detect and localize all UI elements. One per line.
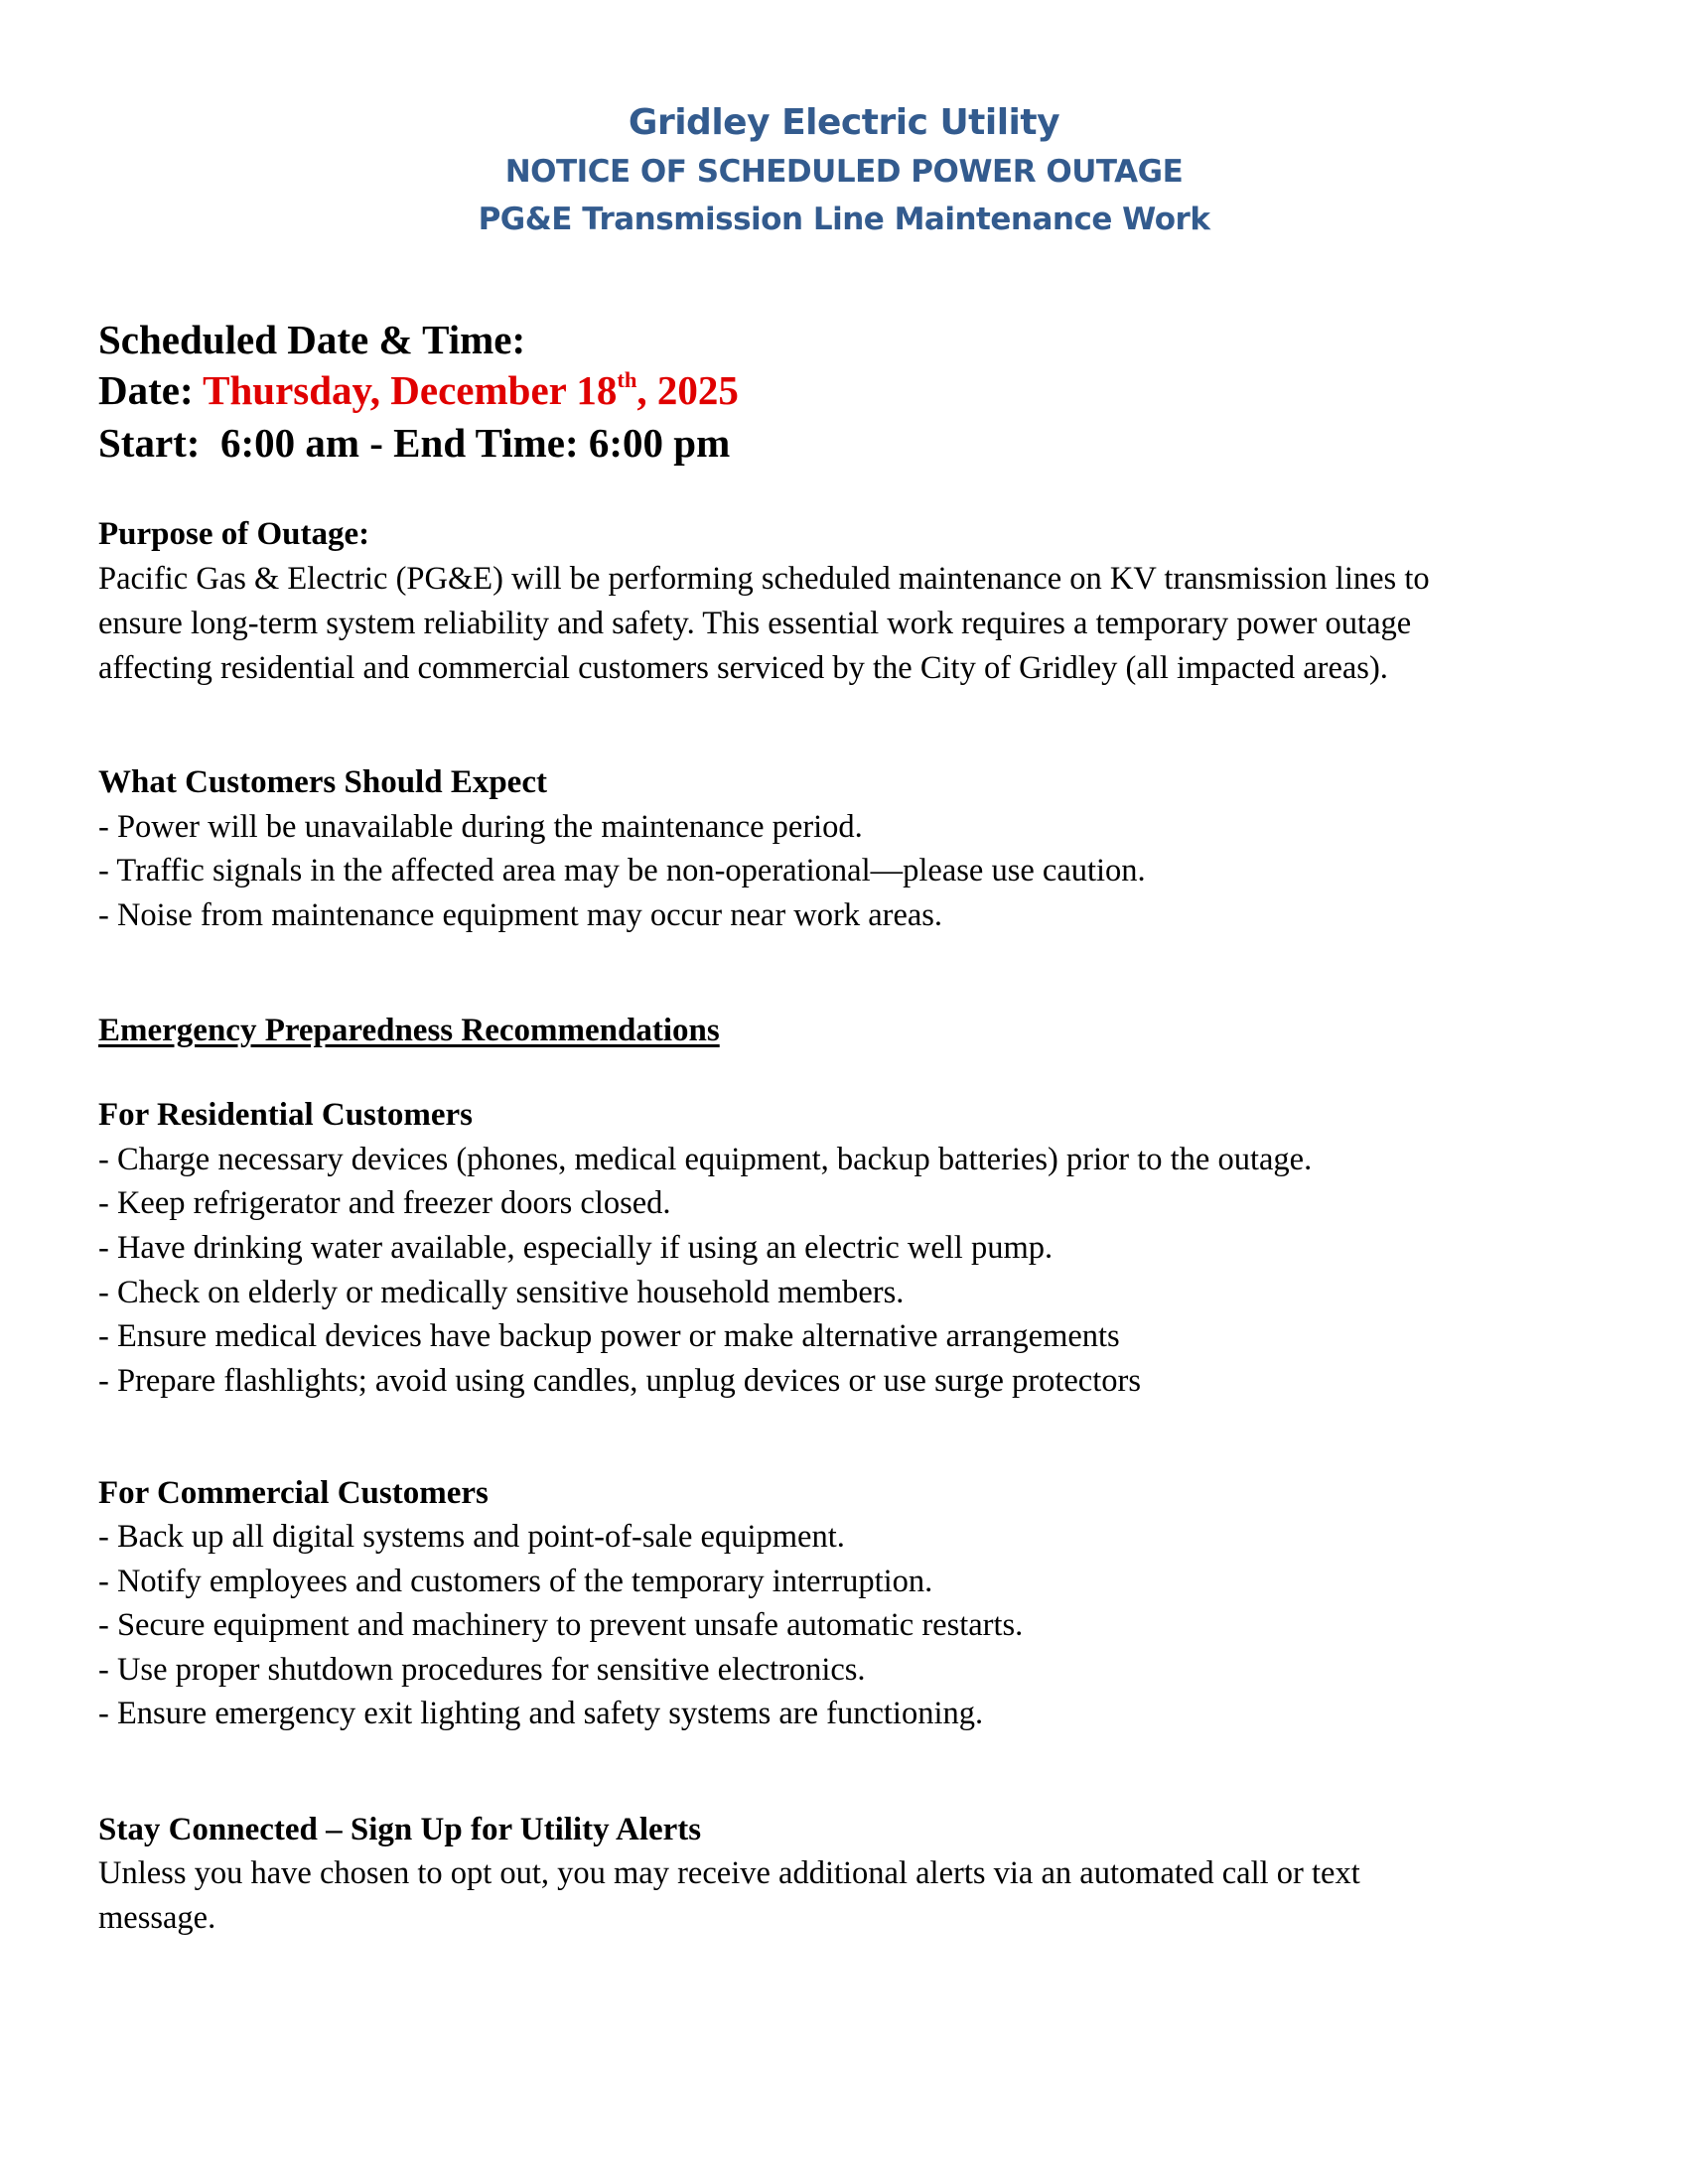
expect-heading: What Customers Should Expect: [98, 764, 547, 800]
notice-subtitle: PG&E Transmission Line Maintenance Work: [478, 202, 1210, 237]
purpose-line-3: affecting residential and commercial customers serviced by the City of Gridley (all impacted areas).: [98, 650, 1388, 686]
commercial-heading: For Commercial Customers: [98, 1475, 489, 1511]
schedule-time-line: Start: 6:00 am - End Time: 6:00 pm: [98, 420, 731, 466]
notice-title: NOTICE OF SCHEDULED POWER OUTAGE: [504, 154, 1184, 190]
commercial-item: - Use proper shutdown procedures for sensitive electronics.: [98, 1652, 866, 1688]
residential-item: - Charge necessary devices (phones, medical equipment, backup batteries) prior to the outage.: [98, 1142, 1313, 1177]
purpose-line-1: Pacific Gas & Electric (PG&E) will be performing scheduled maintenance on KV transmission lines to: [98, 561, 1430, 597]
residential-item: - Prepare flashlights; avoid using candles, unplug devices or use surge protectors: [98, 1363, 1141, 1399]
purpose-heading: Purpose of Outage:: [98, 516, 370, 552]
purpose-line-2: ensure long-term system reliability and safety. This essential work requires a temporary power outage: [98, 606, 1412, 641]
date-value-ordinal: th: [617, 367, 637, 393]
commercial-item: - Notify employees and customers of the temporary interruption.: [98, 1564, 933, 1599]
residential-item: - Ensure medical devices have backup power or make alternative arrangements: [98, 1318, 1120, 1354]
date-label: Date:: [98, 367, 194, 413]
residential-item: - Keep refrigerator and freezer doors closed.: [98, 1185, 671, 1221]
expect-item: - Noise from maintenance equipment may occur near work areas.: [98, 897, 943, 933]
residential-item: - Check on elderly or medically sensitive household members.: [98, 1275, 905, 1310]
expect-item: - Traffic signals in the affected area may be non-operational—please use caution.: [98, 853, 1146, 888]
emergency-heading: Emergency Preparedness Recommendations: [98, 1013, 720, 1048]
utility-name-title: Gridley Electric Utility: [628, 102, 1060, 143]
schedule-date-line: [98, 366, 739, 414]
schedule-heading: Scheduled Date & Time:: [98, 317, 526, 362]
residential-heading: For Residential Customers: [98, 1097, 474, 1133]
commercial-item: - Back up all digital systems and point-of-sale equipment.: [98, 1519, 845, 1555]
date-value-main: Thursday, December 18: [203, 367, 618, 413]
connected-heading: Stay Connected – Sign Up for Utility Alerts: [98, 1812, 702, 1847]
commercial-item: - Ensure emergency exit lighting and safety systems are functioning.: [98, 1696, 984, 1731]
expect-item: - Power will be unavailable during the maintenance period.: [98, 809, 863, 845]
date-value-year: , 2025: [636, 367, 739, 413]
date-value: [203, 367, 739, 413]
connected-line-2: message.: [98, 1900, 216, 1936]
residential-item: - Have drinking water available, especially if using an electric well pump.: [98, 1230, 1054, 1266]
commercial-item: - Secure equipment and machinery to prevent unsafe automatic restarts.: [98, 1607, 1024, 1643]
connected-line-1: Unless you have chosen to opt out, you may receive additional alerts via an automated call or text: [98, 1855, 1360, 1891]
